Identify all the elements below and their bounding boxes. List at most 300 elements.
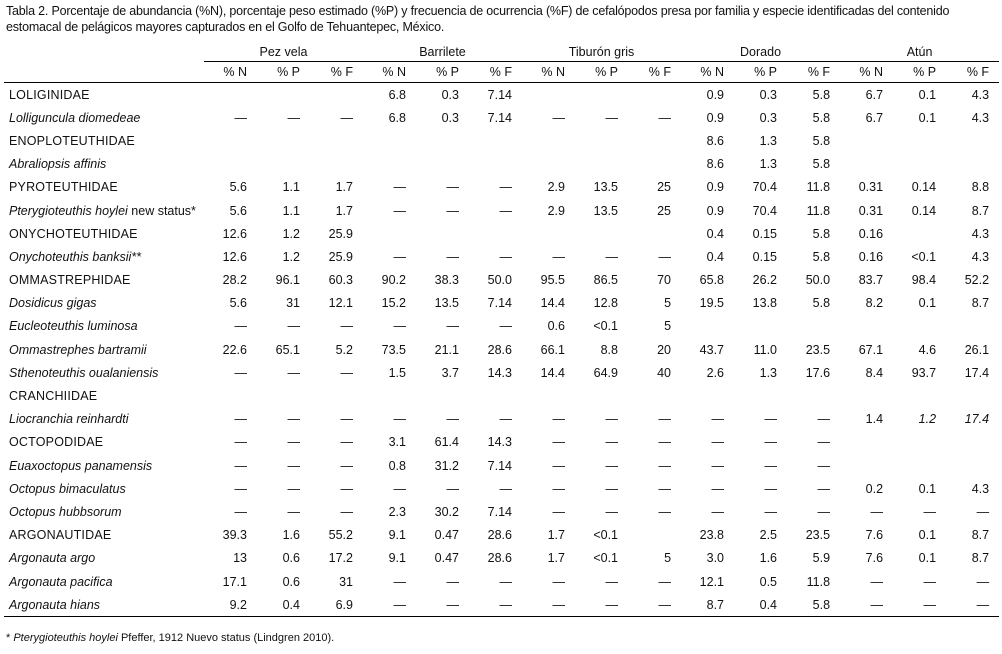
value-cell: 5.6	[229, 203, 247, 218]
value-cell: 13	[233, 551, 247, 566]
value-cell	[522, 83, 575, 107]
value-cell: 12.8	[593, 296, 618, 311]
value-cell: 17.4	[964, 412, 990, 427]
metric-header: % N	[681, 62, 734, 83]
value-cell: 6.9	[310, 593, 363, 617]
value-cell: —	[340, 110, 353, 125]
footnote-text: Pfeffer, 1912 Nuevo status (Lindgren 2010).	[117, 632, 335, 644]
species-row	[4, 245, 999, 268]
value-cell	[840, 315, 893, 338]
value-cell: —	[340, 504, 353, 519]
taxon-label: OCTOPODIDAE	[9, 435, 104, 450]
value-cell: 0.2	[865, 481, 884, 496]
metric-header: % P	[416, 62, 469, 83]
value-cell: —	[552, 504, 565, 519]
value-cell: —	[287, 458, 300, 473]
value-cell: —	[976, 504, 990, 519]
value-cell: —	[446, 412, 459, 427]
value-cell: 8.7	[971, 296, 990, 311]
value-cell: 5.6	[229, 180, 247, 195]
value-cell: —	[605, 412, 618, 427]
value-cell: 86.5	[593, 273, 618, 288]
value-cell: —	[817, 481, 831, 496]
taxon-label: Dosidicus gigas	[9, 296, 97, 311]
value-cell: 0.6	[282, 551, 300, 566]
value-cell	[204, 384, 257, 407]
value-cell: 3.0	[706, 551, 725, 566]
value-cell: 13.5	[593, 180, 618, 195]
species-row	[4, 454, 999, 477]
value-cell: 1.1	[282, 180, 300, 195]
family-name	[4, 431, 204, 454]
value-cell: 8.4	[865, 365, 884, 380]
value-cell	[628, 384, 681, 407]
value-cell: 1.6	[759, 551, 778, 566]
value-cell: —	[658, 249, 672, 264]
value-cell: 0.4	[706, 249, 725, 264]
value-cell: 8.7	[971, 551, 990, 566]
value-cell: 9.1	[388, 528, 406, 543]
value-cell	[204, 153, 257, 176]
metric-header: % N	[522, 62, 575, 83]
value-cell: 55.2	[328, 528, 353, 543]
predator-header-row	[4, 42, 999, 62]
species-row	[4, 153, 999, 176]
value-cell: —	[552, 458, 565, 473]
value-cell: 0.15	[752, 226, 778, 241]
species-row	[4, 570, 999, 593]
taxon-label: Euaxoctopus panamensis	[9, 458, 153, 473]
value-cell: 1.7	[335, 180, 353, 195]
value-cell: 13.5	[593, 203, 618, 218]
taxon-label: Liocranchia reinhardti	[9, 412, 129, 427]
taxon-label: Argonauta argo	[9, 551, 96, 566]
value-cell: —	[287, 365, 300, 380]
value-cell: —	[393, 412, 406, 427]
metric-header: % F	[469, 62, 522, 83]
value-cell: —	[605, 458, 618, 473]
value-cell: 1.1	[282, 203, 300, 218]
value-cell: 65.8	[699, 273, 725, 288]
value-cell	[469, 222, 522, 245]
value-cell: 0.9	[706, 110, 725, 125]
value-cell	[893, 129, 946, 152]
value-cell	[893, 431, 946, 454]
taxon-label: Octopus hubbsorum	[9, 504, 122, 519]
value-cell: —	[499, 203, 512, 218]
metric-header: % P	[257, 62, 310, 83]
family-row	[4, 176, 999, 199]
value-cell: 2.5	[759, 528, 778, 543]
value-cell	[628, 83, 681, 107]
value-cell	[946, 431, 999, 454]
metric-header: % F	[946, 62, 999, 83]
value-cell: —	[340, 365, 353, 380]
value-cell: —	[340, 412, 353, 427]
value-cell: 1.3	[759, 133, 778, 148]
species-row	[4, 547, 999, 570]
value-cell: —	[711, 481, 725, 496]
value-cell	[522, 384, 575, 407]
value-cell: —	[340, 435, 353, 450]
value-cell	[681, 315, 734, 338]
value-cell	[840, 384, 893, 407]
value-cell: —	[522, 593, 575, 617]
value-cell: 31	[286, 296, 300, 311]
metric-header: % N	[363, 62, 416, 83]
predator-header: Dorado	[681, 42, 840, 62]
value-cell	[628, 222, 681, 245]
value-cell: 5.2	[335, 342, 353, 357]
species-name	[4, 361, 204, 384]
value-cell	[575, 384, 628, 407]
value-cell: —	[817, 435, 831, 450]
value-cell: 25.9	[328, 249, 353, 264]
family-name	[4, 269, 204, 292]
value-cell: —	[870, 504, 884, 519]
value-cell	[416, 384, 469, 407]
value-cell: 8.7	[681, 593, 734, 617]
value-cell: 11.8	[806, 203, 831, 218]
value-cell	[469, 129, 522, 152]
value-cell: 73.5	[381, 342, 406, 357]
value-cell: 26.1	[964, 342, 990, 357]
value-cell: —	[234, 110, 247, 125]
value-cell: 5	[664, 551, 672, 566]
value-cell: 14.4	[540, 296, 565, 311]
value-cell: 40	[657, 365, 672, 380]
value-cell: 50.0	[805, 273, 831, 288]
value-cell: 7.14	[487, 458, 512, 473]
value-cell: —	[605, 435, 618, 450]
family-name	[4, 222, 204, 245]
value-cell: —	[393, 319, 406, 334]
species-name	[4, 245, 204, 268]
species-name	[4, 593, 204, 617]
value-cell	[840, 431, 893, 454]
value-cell: —	[711, 435, 725, 450]
value-cell: —	[946, 593, 999, 617]
value-cell	[416, 153, 469, 176]
value-cell: 66.1	[540, 342, 565, 357]
value-cell: —	[234, 319, 247, 334]
value-cell	[893, 454, 946, 477]
value-cell: 5.8	[812, 249, 831, 264]
species-name	[4, 199, 204, 222]
value-cell: 1.4	[865, 412, 884, 427]
value-cell: —	[393, 574, 406, 589]
value-cell: —	[711, 412, 725, 427]
value-cell: —	[764, 435, 778, 450]
value-cell: 70.4	[752, 180, 778, 195]
value-cell: 31	[339, 574, 353, 589]
value-cell: 20	[657, 342, 672, 357]
species-row	[4, 593, 999, 617]
footnote-marker: *	[6, 632, 14, 644]
metric-header: % P	[734, 62, 787, 83]
metric-header: % F	[628, 62, 681, 83]
value-cell: —	[393, 180, 406, 195]
value-cell: 3.7	[441, 365, 459, 380]
value-cell	[628, 153, 681, 176]
family-row	[4, 129, 999, 152]
value-cell: 0.3	[441, 110, 459, 125]
metric-header: % F	[787, 62, 840, 83]
family-name	[4, 524, 204, 547]
value-cell	[363, 222, 416, 245]
predator-header: Tiburón gris	[522, 42, 681, 62]
value-cell: 9.1	[388, 551, 406, 566]
value-cell: 95.5	[540, 273, 565, 288]
value-cell: 50.0	[487, 273, 512, 288]
value-cell: —	[287, 319, 300, 334]
value-cell: —	[446, 319, 459, 334]
value-cell: —	[446, 203, 459, 218]
value-cell: 8.2	[865, 296, 884, 311]
value-cell: —	[499, 481, 512, 496]
value-cell: —	[287, 504, 300, 519]
value-cell: 31.2	[434, 458, 459, 473]
value-cell: 0.14	[911, 203, 937, 218]
value-cell: 0.4	[734, 593, 787, 617]
taxon-label: Onychoteuthis banksii**	[9, 249, 142, 264]
species-name	[4, 408, 204, 431]
value-cell: 0.4	[706, 226, 725, 241]
value-cell: 0.3	[759, 110, 778, 125]
value-cell: —	[923, 574, 937, 589]
value-cell: 1.7	[547, 551, 565, 566]
value-cell	[469, 153, 522, 176]
taxon-label: Eucleoteuthis luminosa	[9, 319, 138, 334]
value-cell: —	[340, 481, 353, 496]
value-cell: 2.9	[547, 180, 565, 195]
family-row	[4, 222, 999, 245]
value-cell: 5	[664, 296, 672, 311]
metric-header: % P	[575, 62, 628, 83]
species-name	[4, 477, 204, 500]
value-cell	[257, 153, 310, 176]
value-cell: 15.2	[381, 296, 406, 311]
value-cell: 90.2	[381, 273, 406, 288]
value-cell: 23.5	[805, 342, 831, 357]
value-cell: —	[234, 435, 247, 450]
value-cell	[257, 83, 310, 107]
value-cell: —	[817, 458, 831, 473]
value-cell	[628, 129, 681, 152]
value-cell: 0.8	[388, 458, 406, 473]
table-caption: Tabla 2. Porcentaje de abundancia (%N), porcentaje peso estimado (%P) y frecuencia de ocurrencia (%F) de cefalópodos presa por familia y especie identificadas del contenido estomacal de pelágicos mayores capturados en el Golfo de Tehuantepec, México.	[6, 4, 950, 34]
value-cell: 7.6	[865, 551, 884, 566]
value-cell	[416, 129, 469, 152]
value-cell: —	[764, 458, 778, 473]
taxon-label: Abraliopsis affinis	[9, 157, 107, 172]
value-cell	[469, 384, 522, 407]
value-cell	[734, 315, 787, 338]
value-cell: —	[287, 435, 300, 450]
value-cell	[893, 384, 946, 407]
value-cell: —	[446, 180, 459, 195]
value-cell: 5.9	[812, 551, 831, 566]
value-cell: —	[234, 458, 247, 473]
value-cell: 0.1	[918, 296, 937, 311]
family-row	[4, 384, 999, 407]
value-cell: 98.4	[911, 273, 937, 288]
value-cell: 0.47	[434, 528, 459, 543]
species-row	[4, 408, 999, 431]
value-cell: 4.3	[971, 110, 990, 125]
species-row	[4, 292, 999, 315]
metric-header: % N	[204, 62, 257, 83]
value-cell: <0.1	[593, 551, 618, 566]
value-cell: 13.8	[752, 296, 778, 311]
taxon-label: Octopus bimaculatus	[9, 481, 126, 496]
value-cell: 0.31	[858, 203, 884, 218]
value-cell: 65.1	[275, 342, 300, 357]
value-cell: —	[605, 110, 618, 125]
value-cell: 23.8	[699, 528, 725, 543]
value-cell: 1.6	[282, 528, 300, 543]
family-row	[4, 431, 999, 454]
value-cell	[310, 384, 363, 407]
value-cell: 43.7	[699, 342, 725, 357]
value-cell: 14.4	[540, 365, 565, 380]
value-cell: 83.7	[858, 273, 884, 288]
value-cell: 6.8	[388, 110, 406, 125]
value-cell: —	[340, 319, 353, 334]
value-cell: 0.1	[918, 110, 937, 125]
species-name	[4, 315, 204, 338]
predator-header: Atún	[840, 42, 999, 62]
value-cell: —	[605, 249, 618, 264]
value-cell: 3.1	[388, 435, 406, 450]
species-row	[4, 199, 999, 222]
value-cell: 6.8	[388, 87, 406, 102]
value-cell: 0.16	[858, 249, 884, 264]
value-cell: 30.2	[434, 504, 459, 519]
value-cell: 12.6	[222, 249, 247, 264]
value-cell: —	[446, 574, 459, 589]
value-cell: 1.7	[335, 203, 353, 218]
metric-header: % F	[310, 62, 363, 83]
taxon-status-note: new status*	[127, 203, 196, 218]
value-cell: —	[817, 412, 831, 427]
value-cell: —	[893, 593, 946, 617]
value-cell: 28.2	[222, 273, 247, 288]
value-cell: 0.16	[858, 226, 884, 241]
value-cell: 5.8	[812, 157, 831, 172]
value-cell: —	[764, 481, 778, 496]
taxon-label: Argonauta hians	[9, 597, 101, 612]
value-cell	[575, 129, 628, 152]
value-cell: 12.6	[222, 226, 247, 241]
value-cell: 26.2	[752, 273, 778, 288]
value-cell: 52.2	[964, 273, 990, 288]
value-cell: 6.7	[865, 110, 884, 125]
value-cell: —	[469, 593, 522, 617]
value-cell: 17.2	[328, 551, 353, 566]
value-cell: —	[287, 412, 300, 427]
species-name	[4, 153, 204, 176]
value-cell: —	[552, 435, 565, 450]
value-cell: 6.7	[865, 87, 884, 102]
value-cell: —	[552, 481, 565, 496]
value-cell	[893, 315, 946, 338]
value-cell: 28.6	[487, 342, 512, 357]
value-cell: —	[552, 110, 565, 125]
taxon-label: CRANCHIIDAE	[9, 389, 98, 404]
value-cell: 28.6	[487, 528, 512, 543]
family-name	[4, 384, 204, 407]
family-name	[4, 176, 204, 199]
value-cell: 4.3	[971, 87, 990, 102]
value-cell: —	[446, 249, 459, 264]
value-cell: —	[234, 481, 247, 496]
value-cell	[840, 129, 893, 152]
value-cell	[734, 384, 787, 407]
value-cell: 25	[657, 180, 672, 195]
value-cell: 17.6	[805, 365, 831, 380]
value-cell	[946, 153, 999, 176]
value-cell: 0.9	[706, 203, 725, 218]
value-cell: 96.1	[275, 273, 300, 288]
value-cell: —	[658, 412, 672, 427]
value-cell: 12.1	[699, 574, 725, 589]
value-cell	[575, 222, 628, 245]
species-row	[4, 500, 999, 523]
value-cell: —	[446, 481, 459, 496]
value-cell: 14.3	[487, 365, 512, 380]
value-cell: —	[287, 481, 300, 496]
value-cell: —	[658, 435, 672, 450]
value-cell: 7.14	[487, 504, 512, 519]
species-name	[4, 454, 204, 477]
family-row	[4, 83, 999, 107]
value-cell: 5.8	[812, 226, 831, 241]
value-cell: 4.6	[918, 342, 937, 357]
footnote-species: Pterygioteuthis hoylei	[13, 632, 118, 644]
value-cell: 5.8	[787, 593, 840, 617]
value-cell: —	[416, 593, 469, 617]
value-cell: 0.9	[706, 87, 725, 102]
footnote	[6, 631, 996, 645]
value-cell	[628, 524, 681, 547]
value-cell: —	[499, 412, 512, 427]
value-cell: 8.6	[706, 157, 725, 172]
value-cell: 0.6	[282, 574, 300, 589]
value-cell	[363, 384, 416, 407]
taxon-label: PYROTEUTHIDAE	[9, 180, 118, 195]
value-cell: 0.31	[858, 180, 884, 195]
value-cell	[893, 222, 946, 245]
value-cell: 14.3	[487, 435, 512, 450]
value-cell: 2.9	[547, 203, 565, 218]
value-cell: 2.6	[706, 365, 725, 380]
value-cell: 7.14	[487, 87, 512, 102]
value-cell	[522, 129, 575, 152]
family-row	[4, 269, 999, 292]
species-row	[4, 361, 999, 384]
value-cell	[257, 129, 310, 152]
family-name	[4, 83, 204, 107]
value-cell: 64.9	[593, 365, 618, 380]
taxon-label: ONYCHOTEUTHIDAE	[9, 226, 138, 241]
value-cell: 67.1	[858, 342, 884, 357]
value-cell: 11.8	[806, 574, 831, 589]
value-cell: 19.5	[699, 296, 725, 311]
value-cell: 13.5	[434, 296, 459, 311]
value-cell	[946, 384, 999, 407]
value-cell: 28.6	[487, 551, 512, 566]
